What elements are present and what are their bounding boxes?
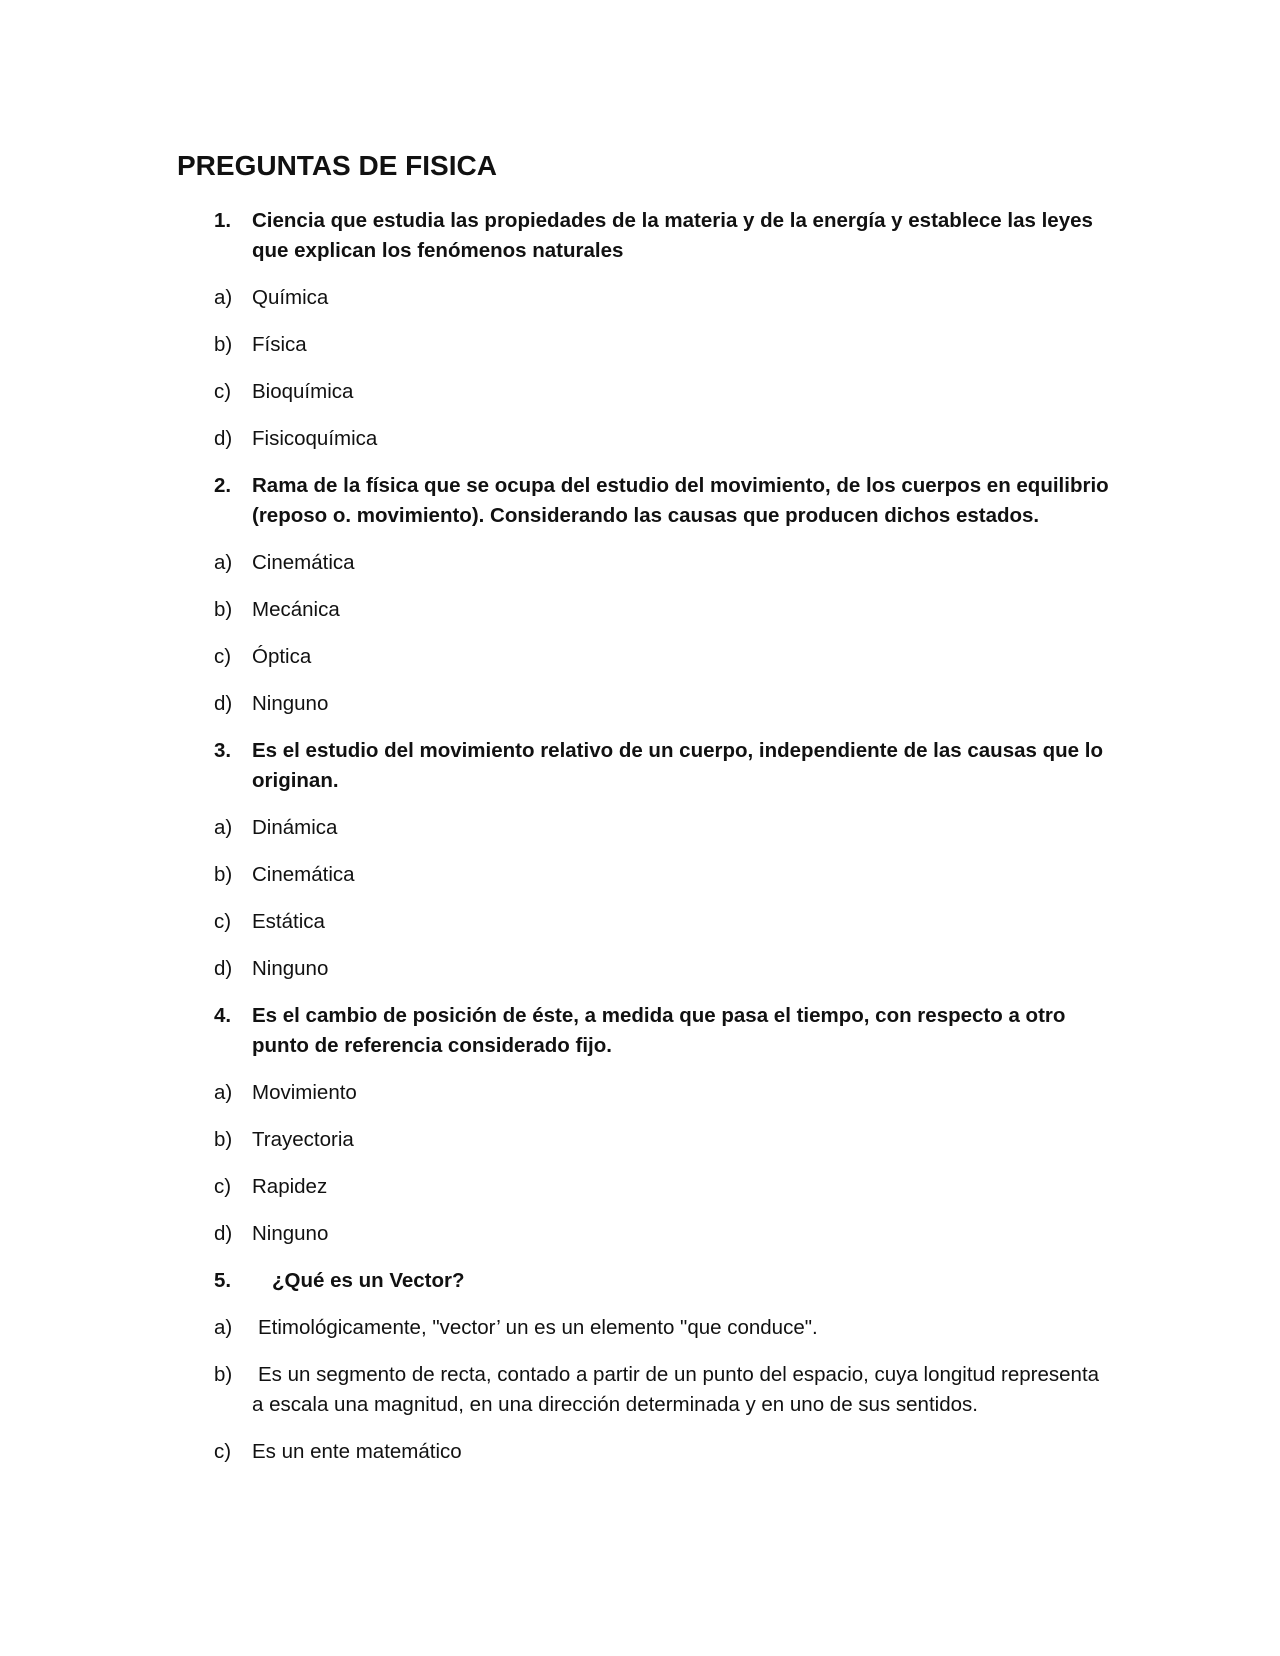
document-title: PREGUNTAS DE FISICA: [177, 150, 497, 181]
option-text: Estática: [252, 910, 325, 933]
option-b: [210, 860, 1110, 890]
option-letter: d): [214, 427, 233, 450]
question-label: Es el estudio del movimiento relativo de un cuerpo, independiente de las causas que lo originan.: [252, 739, 1103, 792]
option-d: [210, 1219, 1110, 1249]
question-text: [210, 736, 1110, 796]
option-text: Física: [252, 333, 307, 356]
option-text: Trayectoria: [252, 1128, 354, 1151]
option-text: Mecánica: [252, 598, 340, 621]
question-number: 4.: [214, 1004, 232, 1027]
option-d: [210, 689, 1110, 719]
question-number: 5.: [214, 1269, 232, 1292]
option-a: [210, 548, 1110, 578]
option-letter: b): [214, 863, 233, 886]
question-number: 2.: [214, 474, 232, 497]
option-letter: c): [214, 645, 232, 668]
option-letter: c): [214, 910, 232, 933]
question-text: [210, 471, 1110, 531]
option-letter: b): [214, 598, 233, 621]
option-text: Etimológicamente, "vector’ un es un elemento "que conduce".: [258, 1316, 818, 1339]
option-d: [210, 424, 1110, 454]
option-letter: a): [214, 286, 233, 309]
option-c: [210, 642, 1110, 672]
option-text: Rapidez: [252, 1175, 328, 1198]
option-letter: c): [214, 380, 232, 403]
option-text: Ninguno: [252, 692, 329, 715]
question-1: [210, 206, 1110, 454]
question-4: [210, 1001, 1110, 1249]
option-text: Es un ente matemático: [252, 1440, 462, 1463]
option-letter: c): [214, 1440, 232, 1463]
option-b: [210, 1125, 1110, 1155]
option-letter: b): [214, 1363, 233, 1386]
question-number: 3.: [214, 739, 232, 762]
option-a: [210, 1078, 1110, 1108]
question-label: ¿Qué es un Vector?: [272, 1269, 465, 1292]
option-c: [210, 1437, 1110, 1467]
question-label: Ciencia que estudia las propiedades de la materia y de la energía y establece las leyes que explican los fenómenos naturales: [252, 209, 1093, 262]
question-label: Rama de la física que se ocupa del estudio del movimiento, de los cuerpos en equilibrio (reposo o. movimiento). Considerando las causas que producen dichos estados.: [252, 474, 1109, 527]
question-list: [210, 206, 1110, 1484]
option-text: Movimiento: [252, 1081, 357, 1104]
option-a: [210, 1313, 1110, 1343]
option-a: [210, 283, 1110, 313]
option-text: Cinemática: [252, 551, 355, 574]
option-text: Cinemática: [252, 863, 355, 886]
question-text: [210, 1001, 1110, 1061]
option-letter: a): [214, 1316, 233, 1339]
option-a: [210, 813, 1110, 843]
question-text: [210, 1266, 1110, 1296]
question-2: [210, 471, 1110, 719]
question-text: [210, 206, 1110, 266]
question-5: [210, 1266, 1110, 1467]
question-number: 1.: [214, 209, 232, 232]
option-c: [210, 907, 1110, 937]
question-3: [210, 736, 1110, 984]
option-letter: a): [214, 1081, 233, 1104]
option-letter: d): [214, 1222, 233, 1245]
option-letter: d): [214, 692, 233, 715]
option-text: Ninguno: [252, 1222, 329, 1245]
option-text: Química: [252, 286, 329, 309]
option-b: [210, 1360, 1110, 1420]
option-text: Bioquímica: [252, 380, 354, 403]
option-text: Óptica: [252, 645, 312, 668]
option-text: Fisicoquímica: [252, 427, 378, 450]
option-letter: b): [214, 333, 233, 356]
option-text: Dinámica: [252, 816, 338, 839]
question-label: Es el cambio de posición de éste, a medida que pasa el tiempo, con respecto a otro punto de referencia considerado fijo.: [252, 1004, 1066, 1057]
option-b: [210, 595, 1110, 625]
option-letter: a): [214, 551, 233, 574]
option-c: [210, 1172, 1110, 1202]
option-letter: c): [214, 1175, 232, 1198]
option-b: [210, 330, 1110, 360]
option-d: [210, 954, 1110, 984]
option-letter: a): [214, 816, 233, 839]
option-letter: d): [214, 957, 233, 980]
option-text: Ninguno: [252, 957, 329, 980]
option-c: [210, 377, 1110, 407]
option-letter: b): [214, 1128, 233, 1151]
option-text: Es un segmento de recta, contado a partir de un punto del espacio, cuya longitud representa a escala una magnitud, en una dirección determinada y en uno de sus sentidos.: [252, 1363, 1100, 1416]
